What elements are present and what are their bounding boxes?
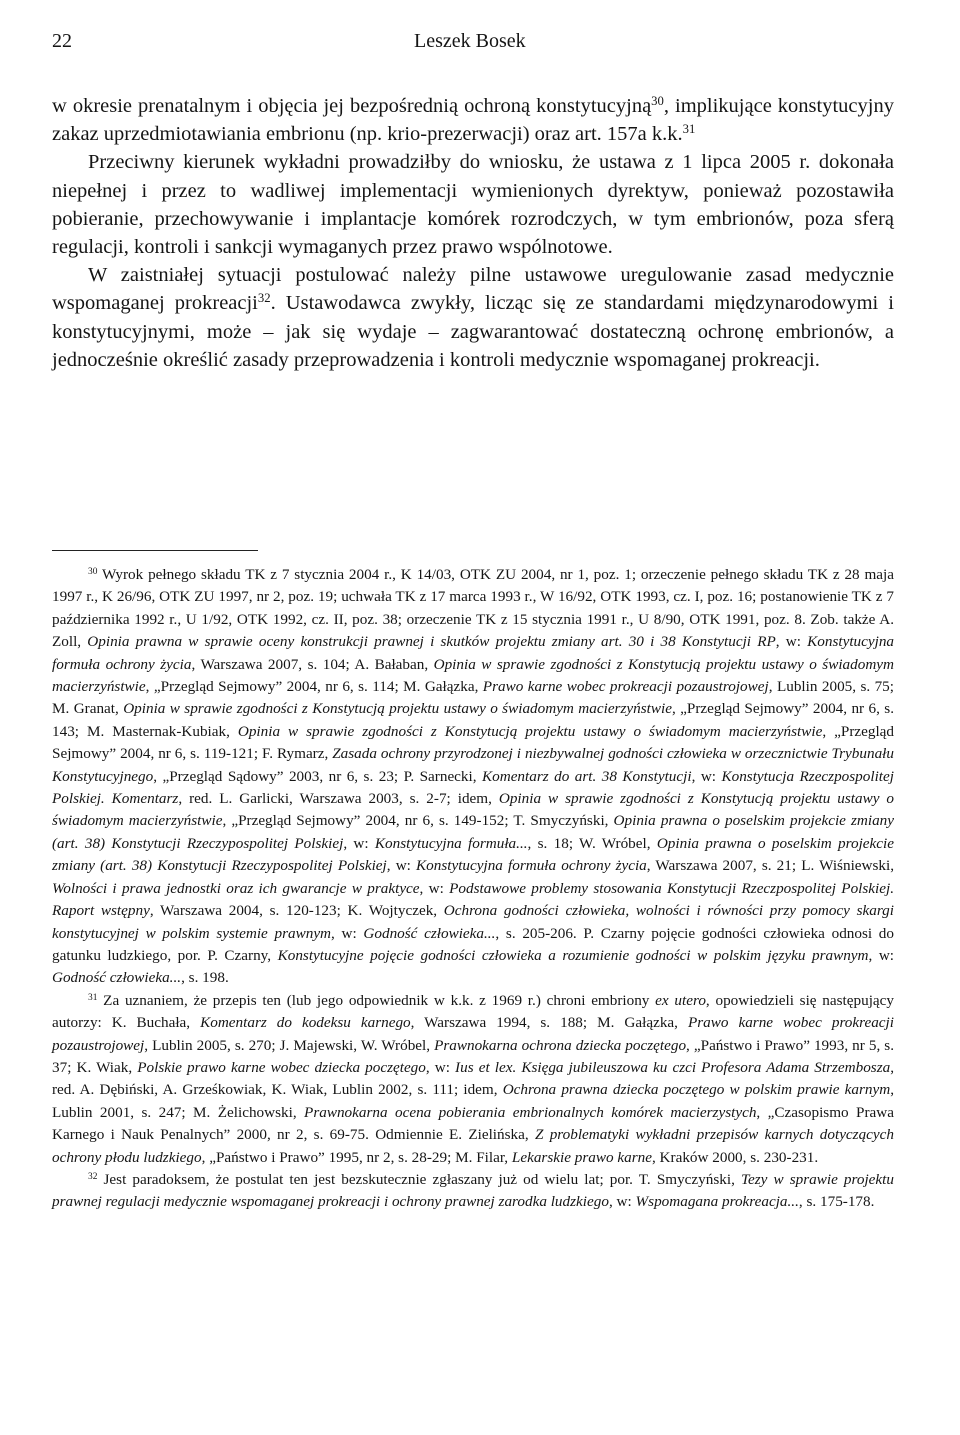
running-header bbox=[52, 30, 904, 60]
footnote-number: 32 bbox=[88, 1171, 98, 1182]
paragraph-1: w okresie prenatalnym i objęcia jej bezpośrednią ochroną konstytucyjną$^{30}$, implikujące konstytucyjny zakaz uprzedmiotawiania embrionu (np. krio-prezerwacji) oraz art. 157a k.k.$^{31}$ bbox=[52, 94, 894, 146]
footnote-separator bbox=[52, 550, 258, 551]
paragraph-2: Przeciwny kierunek wykładni prowadziłby do wniosku, że ustawa z 1 lipca 2005 r. dokonała niepełnej i przez to wadliwej implementacji wymienionych dyrektyw, ponieważ pozostawiła pobieranie, przechowywanie i implantacje komórek rozrodczych, w tym embrionów, poza sferą regulacji, kontroli i sankcji wymaganych przez prawo wspólnotowe. bbox=[52, 151, 894, 259]
footnote-ref-31[interactable]: 31 bbox=[682, 122, 696, 137]
footnote-number: 31 bbox=[88, 992, 98, 1003]
footnotes bbox=[52, 564, 894, 1214]
footnote-31: $^{31}$ Za uznaniem, że przepis ten (lub jego odpowiednik w k.k. z 1969 r.) chroni embriony ex utero, opowiedzieli się następujący autorzy: K. Buchała, Komentarz do kodeksu karnego, Warszawa 1994, s. 188; M. Gałązka, Prawo karne wobec prokreacji pozaustrojowej, Lublin 2005, s. 270; J. Majewski, W. Wróbel, Prawnokarna ochrona dziecka poczętego, „Państwo i Prawo” 1993, nr 5, s. 37; K. Wiak, Polskie prawo karne wobec dziecka poczętego, w: Ius et lex. Księga jubileuszowa ku czci Profesora Adama Strzembosza, red. A. Dębiński, A. Grześkowiak, K. Wiak, Lublin 2002, s. 111; idem, Ochrona prawna dziecka poczętego w polskim prawie karnym, Lublin 2001, s. 247; M. Żelichowski, Prawnokarna ocena pobierania embrionalnych komórek macierzystych, „Czasopismo Prawa Karnego i Nauk Penalnych” 2000, nr 2, s. 69-75. Odmiennie E. Zielińska, Z problematyki wykładni przepisów karnych dotyczących ochrony płodu ludzkiego, „Państwo i Prawo” 1995, nr 2, s. 28-29; M. Filar, Lekarskie prawo karne, Kraków 2000, s. 230-231. bbox=[52, 991, 895, 1166]
page-number: 22 bbox=[52, 30, 72, 52]
footnote-ref-32[interactable]: 32 bbox=[257, 291, 271, 306]
footnote-number: 30 bbox=[88, 566, 98, 577]
footnote-30: $^{30}$ Wyrok pełnego składu TK z 7 stycznia 2004 r., K 14/03, OTK ZU 2004, nr 1, poz. 1; orzeczenie pełnego składu TK z 28 maja 1997 r., K 26/96, OTK ZU 1997, nr 2, poz. 19; uchwała TK z 17 marca 1993 r., W 16/92, OTK 1993, cz. I, poz. 16; postanowienie TK z 7 października 1992 r., U 1/92, OTK 1992, cz. II, poz. 38; orzeczenie TK z 15 stycznia 1991 r., U 8/90, OTK 1991, poz. 8. Zob. także A. Zoll, Opinia prawna w sprawie oceny konstrukcji prawnej i skutków projektu zmiany art. 30 i 38 Konstytucji RP, w: Konstytucyjna formuła ochrony życia, Warszawa 2007, s. 104; A. Bałaban, Opinia w sprawie zgodności z Konstytucją projektu ustawy o świadomym macierzyństwie, „Przegląd Sejmowy” 2004, nr 6, s. 114; M. Gałązka, Prawo karne wobec prokreacji pozaustrojowej, Lublin 2005, s. 75; M. Granat, Opinia w sprawie zgodności z Konstytucją projektu ustawy o świadomym macierzyństwie, „Przegląd Sejmowy” 2004, nr 6, s. 143; M. Masternak-Kubiak, Opinia w sprawie zgodności z Konstytucją projektu ustawy o świadomym macierzyństwie, „Przegląd Sejmowy” 2004, nr 6, s. 119-121; F. Rymarz, Zasada ochrony przyrodzonej i niezbywalnej godności człowieka w orzecznictwie Trybunału Konstytucyjnego, „Przegląd Sądowy” 2003, nr 6, s. 23; P. Sarnecki, Komentarz do art. 38 Konstytucji, w: Konstytucja Rzeczpospolitej Polskiej. Komentarz, red. L. Garlicki, Warszawa 2003, s. 2-7; idem, Opinia w sprawie zgodności z Konstytucją projektu ustawy o świadomym macierzyństwie, „Przegląd Sejmowy” 2004, nr 6, s. 149-152; T. Smyczyński, Opinia prawna o poselskim projekcie zmiany (art. 38) Konstytucji Rzeczypospolitej Polskiej, w: Konstytucyjna formuła..., s. 18; W. Wróbel, Opinia prawna o poselskim projekcie zmiany (art. 38) Konstytucji Rzeczypospolitej Polskiej, w: Konstytucyjna formuła ochrony życia, Warszawa 2007, s. 21; L. Wiśniewski, Wolności i prawa jednostki oraz ich gwarancje w praktyce, w: Podstawowe problemy stosowania Konstytucji Rzeczpospolitej Polskiej. Raport wstępny, Warszawa 2004, s. 120-123; K. Wojtyczek, Ochrona godności człowieka, wolności i równości przy pomocy skargi konstytucyjnej w polskim systemie prawnym, w: Godność człowieka..., s. 205-206. P. Czarny pojęcie godności człowieka odnosi do gatunku ludzkiego, por. P. Czarny, Konstytucyjne pojęcie godności człowieka a rozumienie godności w polskim języku prawnym, w: Godność człowieka..., s. 198. bbox=[52, 566, 895, 987]
paragraph-3: W zaistniałej sytuacji postulować należy pilne ustawowe uregulowanie zasad medycznie wspomaganej prokreacji$^{32}$. Ustawodawca zwykły, licząc się ze standardami międzynarodowymi i konstytucyjnymi, może – jak się wydaje – zagwarantować dostateczną ochronę embrionów, a jednocześnie określić zasady przeprowadzenia i kontroli medycznie wspomaganej prokreacji. bbox=[52, 264, 894, 371]
footnote-32: $^{32}$ Jest paradoksem, że postulat ten jest bezskutecznie zgłaszany już od wielu lat; por. T. Smyczyński, Tezy w sprawie projektu prawnej regulacji medycznie wspomaganej prokreacji i ochrony prawnej zarodka ludzkiego, w: Wspomagana prokreacja..., s. 175-178. bbox=[52, 1170, 894, 1211]
footnote-ref-30[interactable]: 30 bbox=[651, 94, 664, 109]
running-head-author: Leszek Bosek bbox=[414, 30, 526, 52]
main-text bbox=[52, 92, 894, 374]
